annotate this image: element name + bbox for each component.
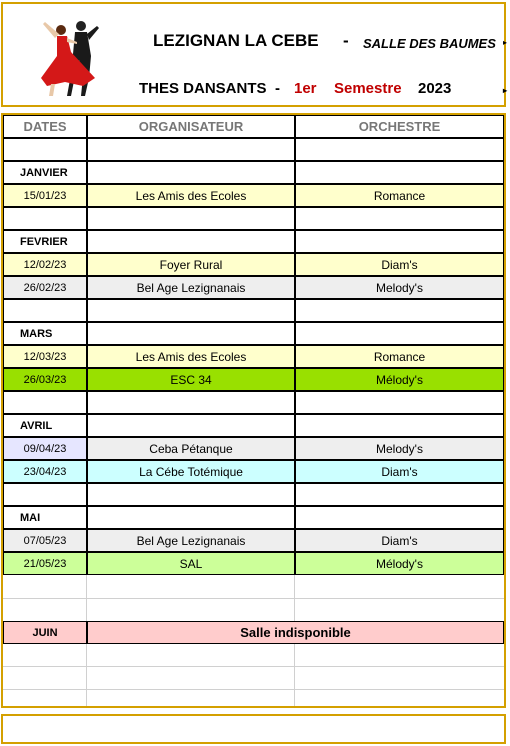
- year: 2023: [418, 80, 452, 97]
- col-header-organisateur: ORGANISATEUR: [87, 115, 295, 138]
- event-date[interactable]: 21/05/23: [3, 552, 87, 575]
- blank-row: [3, 575, 504, 598]
- spacer-row: [3, 483, 504, 506]
- event-organisateur[interactable]: Bel Age Lezignanais: [87, 529, 295, 552]
- empty-cell[interactable]: [87, 207, 295, 230]
- empty-cell[interactable]: [3, 138, 87, 161]
- event-organisateur[interactable]: SAL: [87, 552, 295, 575]
- event-organisateur[interactable]: Ceba Pétanque: [87, 437, 295, 460]
- spacer-row: [3, 391, 504, 414]
- event-date[interactable]: 26/02/23: [3, 276, 87, 299]
- period-ordinal: 1er: [294, 80, 317, 97]
- month-label[interactable]: JUIN: [3, 621, 87, 644]
- event-orchestre[interactable]: Romance: [295, 184, 504, 207]
- empty-cell[interactable]: [87, 599, 295, 622]
- period-word: Semestre: [334, 80, 402, 97]
- month-row-avril: [3, 414, 504, 437]
- empty-cell[interactable]: [295, 207, 504, 230]
- event-date[interactable]: 12/03/23: [3, 345, 87, 368]
- event-organisateur[interactable]: ESC 34: [87, 368, 295, 391]
- empty-cell[interactable]: [87, 575, 295, 598]
- event-date[interactable]: 26/03/23: [3, 368, 87, 391]
- empty-cell[interactable]: [87, 644, 295, 667]
- month-label[interactable]: JANVIER: [3, 161, 87, 184]
- empty-cell[interactable]: [87, 230, 295, 253]
- event-date[interactable]: 07/05/23: [3, 529, 87, 552]
- month-row-mars: [3, 322, 504, 345]
- schedule-table: [1, 113, 506, 708]
- spacer-row: [3, 299, 504, 322]
- event-row: [3, 345, 504, 368]
- event-separator: -: [275, 80, 280, 97]
- month-label[interactable]: MAI: [3, 506, 87, 529]
- empty-cell[interactable]: [87, 506, 295, 529]
- event-orchestre[interactable]: Diam's: [295, 529, 504, 552]
- event-orchestre[interactable]: Romance: [295, 345, 504, 368]
- event-organisateur[interactable]: Bel Age Lezignanais: [87, 276, 295, 299]
- event-orchestre[interactable]: Diam's: [295, 460, 504, 483]
- empty-cell[interactable]: [3, 667, 87, 690]
- event-row: [3, 437, 504, 460]
- empty-cell[interactable]: [295, 391, 504, 414]
- empty-cell[interactable]: [295, 667, 504, 690]
- venue-name: SALLE DES BAUMES: [363, 36, 496, 51]
- event-date[interactable]: 09/04/23: [3, 437, 87, 460]
- empty-cell[interactable]: [295, 230, 504, 253]
- event-date[interactable]: 12/02/23: [3, 253, 87, 276]
- empty-cell[interactable]: [87, 138, 295, 161]
- empty-cell[interactable]: [3, 391, 87, 414]
- empty-cell[interactable]: [295, 299, 504, 322]
- empty-cell[interactable]: [295, 483, 504, 506]
- empty-cell[interactable]: [3, 599, 87, 622]
- empty-cell[interactable]: [295, 138, 504, 161]
- empty-cell[interactable]: [3, 644, 87, 667]
- empty-cell[interactable]: [87, 299, 295, 322]
- spacer-row: [3, 207, 504, 230]
- event-orchestre[interactable]: Mélody's: [295, 552, 504, 575]
- month-label[interactable]: MARS: [3, 322, 87, 345]
- header-box: [1, 2, 506, 107]
- blank-row: [3, 644, 504, 667]
- event-name: THES DANSANTS: [139, 80, 267, 97]
- event-row: [3, 460, 504, 483]
- empty-cell[interactable]: [3, 207, 87, 230]
- event-organisateur[interactable]: Les Amis des Ecoles: [87, 345, 295, 368]
- event-row: [3, 529, 504, 552]
- event-orchestre[interactable]: Melody's: [295, 276, 504, 299]
- col-header-dates: DATES: [3, 115, 87, 138]
- empty-cell[interactable]: [295, 414, 504, 437]
- event-orchestre[interactable]: Melody's: [295, 437, 504, 460]
- empty-cell[interactable]: [87, 690, 295, 706]
- event-row: [3, 276, 504, 299]
- blank-row: [3, 690, 504, 706]
- empty-cell[interactable]: [87, 322, 295, 345]
- month-row-janvier: [3, 161, 504, 184]
- footer-box: [1, 714, 506, 744]
- event-row: [3, 253, 504, 276]
- empty-cell[interactable]: [295, 644, 504, 667]
- empty-cell[interactable]: [295, 506, 504, 529]
- title-separator: -: [343, 31, 349, 50]
- empty-cell[interactable]: [3, 690, 87, 706]
- unavailable-notice[interactable]: Salle indisponible: [87, 621, 504, 644]
- month-row-fevrier: [3, 230, 504, 253]
- event-row: [3, 552, 504, 575]
- empty-cell[interactable]: [87, 414, 295, 437]
- month-row-juin: [3, 621, 504, 644]
- month-label[interactable]: AVRIL: [3, 414, 87, 437]
- month-row-mai: [3, 506, 504, 529]
- blank-row: [3, 667, 504, 690]
- empty-cell[interactable]: [87, 391, 295, 414]
- empty-cell[interactable]: [295, 161, 504, 184]
- empty-cell[interactable]: [87, 667, 295, 690]
- event-row: [3, 368, 504, 391]
- event-orchestre[interactable]: Mélody's: [295, 368, 504, 391]
- event-organisateur[interactable]: Foyer Rural: [87, 253, 295, 276]
- event-date[interactable]: 23/04/23: [3, 460, 87, 483]
- event-date[interactable]: 15/01/23: [3, 184, 87, 207]
- empty-cell[interactable]: [3, 483, 87, 506]
- col-header-orchestre: ORCHESTRE: [295, 115, 504, 138]
- event-orchestre[interactable]: Diam's: [295, 253, 504, 276]
- column-header-row: [3, 115, 504, 138]
- empty-cell[interactable]: [87, 161, 295, 184]
- town-title: LEZIGNAN LA CEBE: [153, 31, 319, 50]
- empty-cell[interactable]: [87, 483, 295, 506]
- spacer-row: [3, 138, 504, 161]
- empty-cell[interactable]: [295, 322, 504, 345]
- scroll-right-icon[interactable]: ▸: [503, 38, 508, 47]
- event-subtitle: [3, 80, 508, 100]
- blank-row: [3, 599, 504, 622]
- empty-cell[interactable]: [3, 299, 87, 322]
- scroll-right-icon-2[interactable]: ▸: [503, 86, 508, 95]
- month-label[interactable]: FEVRIER: [3, 230, 87, 253]
- event-organisateur[interactable]: La Cébe Totémique: [87, 460, 295, 483]
- empty-cell[interactable]: [3, 575, 87, 598]
- event-organisateur[interactable]: Les Amis des Ecoles: [87, 184, 295, 207]
- event-row: [3, 184, 504, 207]
